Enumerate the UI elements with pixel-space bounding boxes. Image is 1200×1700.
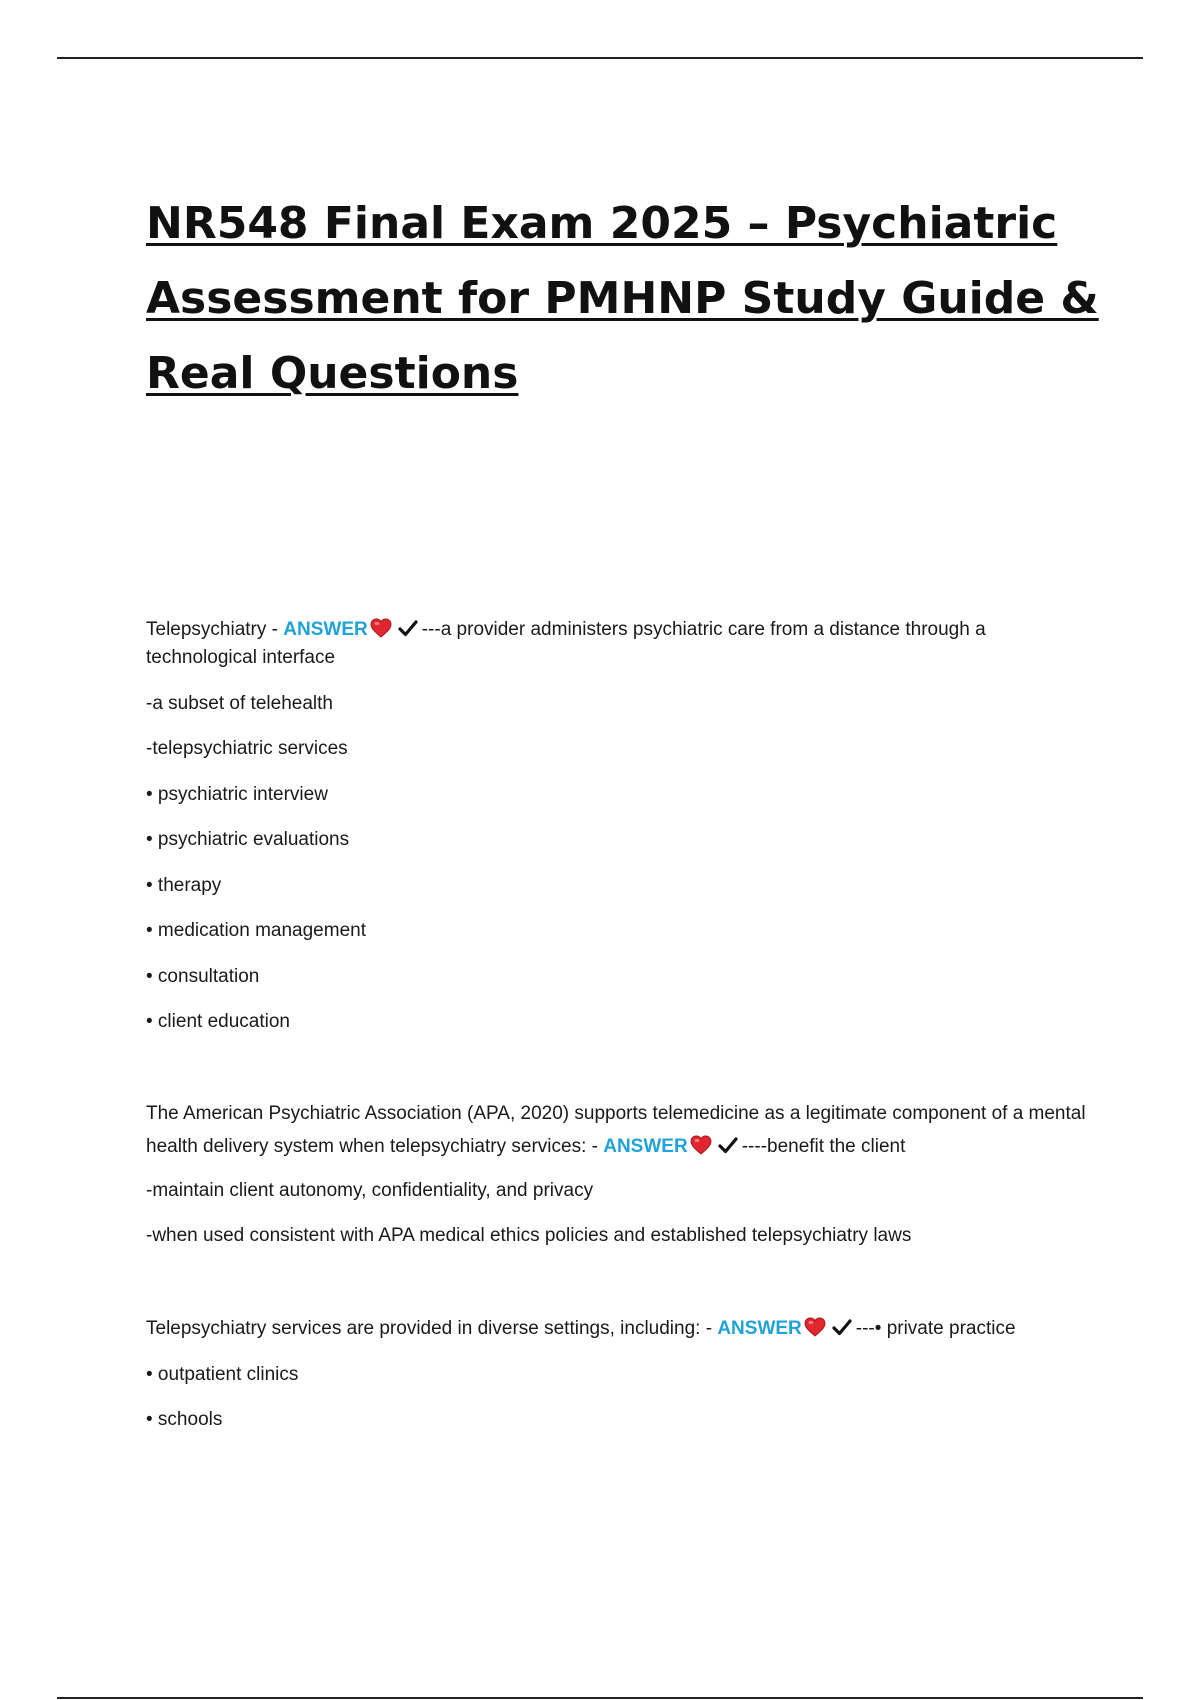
answer-line: -maintain client autonomy, confidentiality, and privacy (146, 1180, 594, 1201)
answer-line: -a subset of telehealth (146, 693, 333, 714)
document-title: NR548 Final Exam 2025 – Psychiatric Assessment for PMHNP Study Guide & Real Questions (146, 198, 1099, 399)
check-icon (718, 1136, 738, 1154)
heart-icon (804, 1317, 826, 1337)
heart-icon (370, 618, 392, 638)
answer-line: • medication management (146, 920, 366, 941)
check-icon (832, 1318, 852, 1336)
heart-icon (690, 1135, 712, 1155)
answer-label: ANSWER (717, 1318, 802, 1339)
answer-line: -when used consistent with APA medical ethics policies and established telepsychiatry laws (146, 1225, 912, 1246)
top-rule (57, 57, 1143, 59)
answer-line: • consultation (146, 966, 260, 987)
qa-item (146, 1097, 1086, 1250)
question-text: Telepsychiatry - (146, 619, 284, 640)
answer-label: ANSWER (283, 619, 368, 640)
bottom-rule (57, 1697, 1143, 1699)
answer-line: • outpatient clinics (146, 1364, 299, 1385)
answer-line: • psychiatric evaluations (146, 829, 350, 850)
answer-text: ---a provider administers psychiatric care from a distance through a technological interface (146, 619, 986, 668)
answer-line: • client education (146, 1011, 290, 1032)
answer-line: -telepsychiatric services (146, 738, 348, 759)
question-text: The American Psychiatric Association (APA, 2020) supports telemedicine as a legitimate component of a mental health delivery system when telepsychiatry services: - (146, 1103, 1086, 1157)
answer-text: ---• private practice (855, 1318, 1016, 1339)
question-line (146, 1315, 1086, 1343)
question-text: Telepsychiatry services are provided in diverse settings, including: - (146, 1318, 718, 1339)
check-icon (398, 619, 418, 637)
answer-text: ----benefit the client (741, 1136, 906, 1157)
answer-label: ANSWER (603, 1136, 688, 1157)
question-line (146, 1097, 1086, 1163)
answer-line: • schools (146, 1409, 223, 1430)
qa-item (146, 1315, 1086, 1434)
answer-line: • psychiatric interview (146, 784, 328, 805)
qa-item (146, 616, 1086, 1036)
answer-line: • therapy (146, 875, 222, 896)
question-line (146, 616, 1086, 672)
